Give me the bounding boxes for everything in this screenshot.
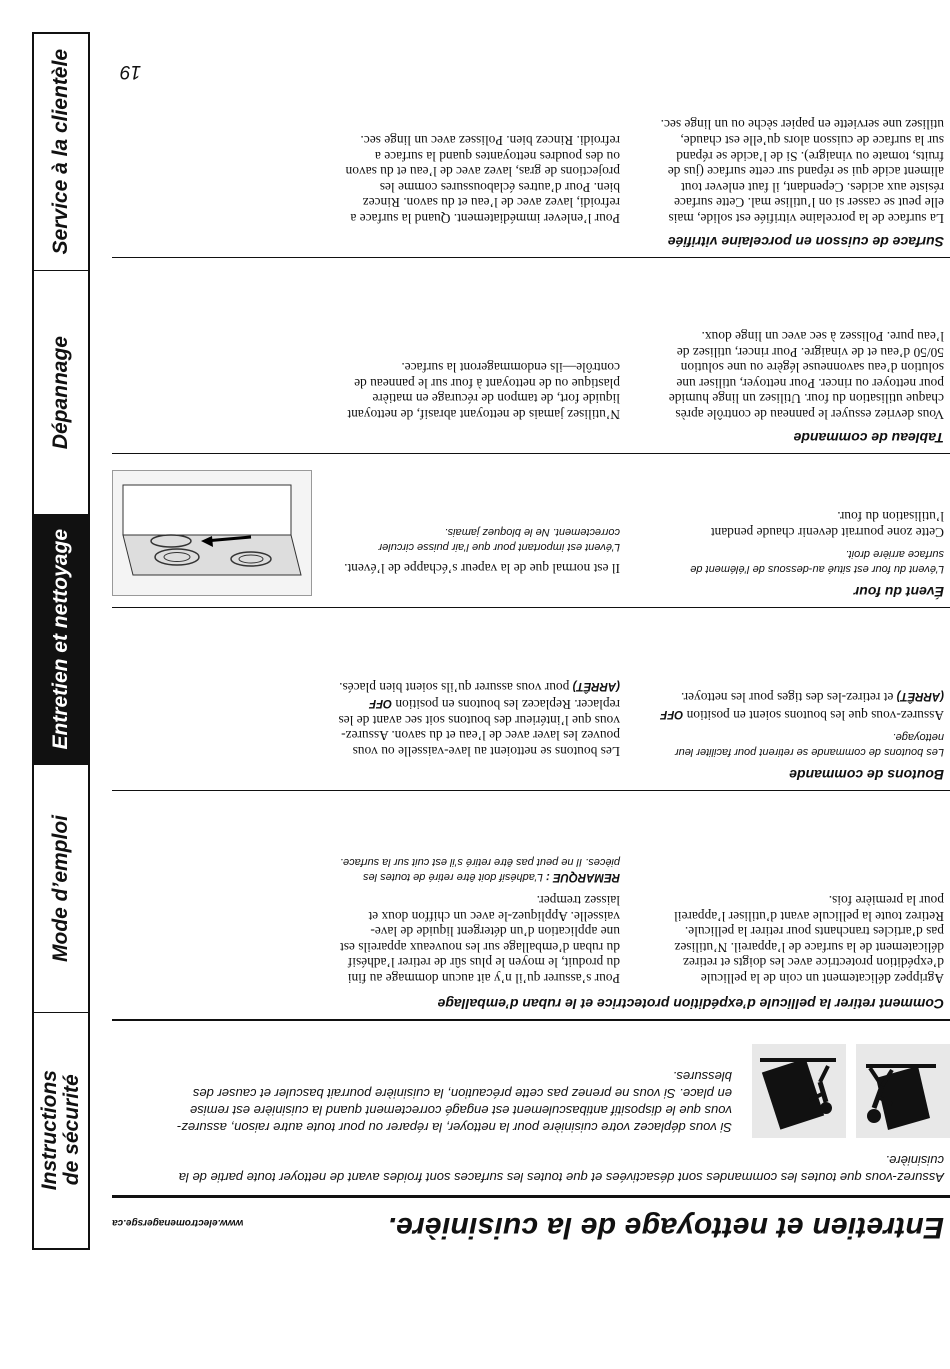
vent-right-paragraph: Il est normal que de la vapeur s’échappe de l’évent. <box>344 561 620 576</box>
tab-label: Mode d’emploi <box>49 815 72 962</box>
tipping-range-child-icon <box>752 1044 846 1138</box>
knobs-right-text <box>334 677 620 759</box>
intro-text: Assurez-vous que toutes les commandes sont désactivées et que toutes les surfaces sont froides avant de nettoyer toute partie de la cuisinière. <box>178 1153 944 1185</box>
warning-icons <box>750 1042 950 1138</box>
knobs-left-paragraph: Assurez-vous que les boutons soient en position OFF (ARRÊT) et retirez-les des tiges pour les nettoyer. <box>660 690 944 723</box>
packaging-right-text <box>334 854 620 986</box>
note-text: L’adhésif doit être retiré de toutes les pièces. Il ne peut pas être retiré s’il est cuit sur la surface. <box>339 856 620 884</box>
panel-right-text: N’utilisez jamais de nettoyant abrasif, de nettoyant liquide fort, de tampon de récurage en matière plastique ou de nettoyant à four sur le panneau de contrôle—ils endommageront la surface. <box>347 360 620 422</box>
tab-mode-emploi[interactable] <box>34 765 88 1013</box>
tipping-range-icon <box>856 1044 950 1138</box>
tab-service-clientele[interactable] <box>34 34 88 271</box>
tab-instructions-securite[interactable] <box>34 1013 88 1248</box>
knobs-note: Les boutons de commande se retirent pour faciliter leur nettoyage. <box>674 731 944 758</box>
anti-tip-warning <box>112 1019 950 1146</box>
tab-entretien-nettoyage[interactable] <box>34 515 88 765</box>
section-control-knobs <box>112 607 950 791</box>
panel-left-text: Vous devriez essuyer le panneau de contrôle après chaque utilisation du four. Utilisez un linge humide pour nettoyer ou rincer. Pour nettoyer, utiliser une solution d’eau savonneuse légère ou une solution 50/50 d’eau et de vinaigre. Pour rincer, utilisez de l’eau pure. Polissez à sec avec un linge doux. <box>668 329 944 422</box>
section-tabs <box>32 32 90 1250</box>
vent-right-text <box>334 524 620 576</box>
tab-label: Instructions de sécurité <box>38 1070 83 1191</box>
vent-left-paragraph: Cette zone pourrait devenir chaude pendant l’utilisation du four. <box>710 509 944 540</box>
section-heading: Surface de cuisson en porcelaine vitrifiée <box>667 234 944 250</box>
knobs-right-paragraph: Les boutons se nettoient au lave-vaisselle ou vous pouvez les laver avec de l’eau et du savon. Assurez-vous que l’intérieur des boutons soit sec avant de les replacer. Replacez les boutons en position OFF (ARRÊT) pour vous assurer qu’ils soient bien placés. <box>338 679 620 759</box>
section-heading: Évent du four <box>853 584 944 600</box>
page-content <box>112 32 950 1250</box>
page-title: Entretien et nettoyage de la cuisinière. <box>387 1211 944 1244</box>
tab-label: Service à la clientèle <box>49 49 72 255</box>
section-packaging <box>112 790 950 1020</box>
note-label: REMARQUE : <box>545 871 620 884</box>
tab-label: Entretien et nettoyage <box>49 529 72 750</box>
tab-depannage[interactable] <box>34 271 88 515</box>
vent-left-text <box>658 509 944 576</box>
website-link[interactable]: www.electromenagersge.ca <box>112 1217 244 1228</box>
page-number: 19 <box>120 61 142 82</box>
tab-label: Dépannage <box>49 335 72 450</box>
knobs-left-text <box>658 688 944 759</box>
section-porcelain-cooktop <box>112 32 950 258</box>
packaging-right-paragraph: Pour s’assurer qu’il n’y ait aucun dommage au fini du produit, le moyen le plus sûr de retirer l’adhésif du ruban d’emballage sur les nouveaux appareils est une application d’un détergent liquide de lave-vaisselle. Appliquez-le avec un chiffon doux et laissez tremper. <box>340 893 620 986</box>
section-heading: Tableau de commande <box>793 430 944 446</box>
title-bar <box>112 1195 950 1250</box>
section-heading: Boutons de commande <box>789 767 944 783</box>
vent-note: L’évent du four est situé au-dessous de l’élément de surface arrière droit. <box>690 548 944 575</box>
packaging-left-text: Agrippez délicatement un coin de la pellicule d’expédition protectrice avec les doigts et retirez délicatement de la surface de l’appareil. N’utilisez pas d’articles tranchants pour retirer la pellicule. Retirez toute la pellicule avant d’utiliser l’appareil pour la première fois. <box>674 893 944 986</box>
section-control-panel <box>112 257 950 454</box>
cooktop-left-text: La surface de la porcelaine vitrifiée est solide, mais elle peut se casser si on l’utilise mal. Cette surface résiste aux acides. Cependant, il faut enlever tout aliment acide qui se répand sur cette surface (jus de fruits, tomate ou vinaigre). Si de l’acide se répand sur la surface de cuisson alors qu’elle est chaude, utilisez une serviette en papier sèche ou un linge sec. <box>660 117 944 226</box>
section-heading: Comment retirer la pellicule d’expédition protectrice et le ruban d’emballage <box>437 996 944 1012</box>
section-oven-vent <box>112 453 950 608</box>
vent-right-note: L’évent est important pour que l’air puisse circuler correctement. Ne le bloquez jamais. <box>378 526 620 554</box>
cooktop-right-text: Pour l’enlever immédiatement. Quand la surface a refroidi, lavez avec de l’eau et du savon. Rincez bien. Pour d’autres éclaboussures comme les projections de gras, lavez avec de l’eau et du savon ou des poudres nettoyantes quand la surface a refroidi. Rincez bien. Polissez avec un linge sec. <box>345 133 620 226</box>
oven-vent-figure <box>112 470 312 596</box>
packaging-note <box>334 854 620 884</box>
warning-text: Si vous déplacez votre cuisinière pour la nettoyer, la réparer ou pour toute autre raison, assurez-vous que le dispositif antibasculement est engagé correctement quand la cuisinière est remise en place. Si vous ne prenez pas cette précaution, la cuisinière pourrait basculer et causer des blessures. <box>177 1069 732 1135</box>
